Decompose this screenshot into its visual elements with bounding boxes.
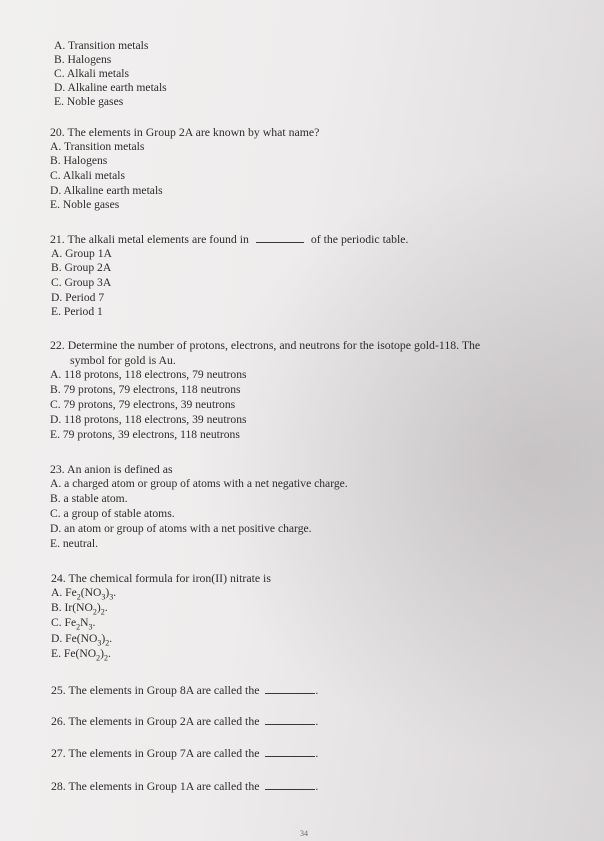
option-23e: E. neutral.	[50, 537, 98, 550]
answer-blank-26[interactable]	[265, 714, 315, 725]
question-23-text: 23. An anion is defined as	[50, 462, 173, 476]
formula-prefix: E. Fe(NO	[51, 647, 97, 660]
question-25	[51, 683, 318, 697]
formula-text: .	[107, 647, 111, 660]
formula-text: )	[105, 586, 110, 599]
option-24d	[51, 632, 112, 646]
question-25-text: 25. The elements in Group 8A are called the	[51, 683, 260, 697]
question-27-text: 27. The elements in Group 7A are called the	[51, 746, 260, 760]
option-19b: B. Halogens	[54, 53, 112, 66]
answer-blank-27[interactable]	[265, 746, 315, 757]
question-21-text-end: of the periodic table.	[310, 232, 409, 246]
option-21d: D. Period 7	[51, 291, 105, 304]
page-number: 34	[300, 829, 308, 838]
answer-blank-21[interactable]	[256, 232, 304, 243]
option-21b: B. Group 2A	[51, 261, 112, 274]
formula-text: )	[100, 647, 104, 660]
formula-text: )	[96, 601, 101, 614]
question-28	[51, 779, 318, 793]
option-20c: C. Alkali metals	[50, 169, 126, 182]
formula-subscript: 2	[103, 653, 108, 663]
question-21-text-start: 21. The alkali metal elements are found in	[50, 232, 249, 246]
formula-prefix: D. Fe(NO	[51, 632, 98, 645]
option-21c: C. Group 3A	[51, 276, 112, 289]
formula-subscript: 2	[76, 622, 81, 632]
formula-subscript: 2	[100, 607, 105, 617]
question-27-end: .	[315, 746, 319, 760]
formula-subscript: 3	[109, 592, 114, 602]
option-20a: A. Transition metals	[50, 140, 145, 153]
option-23b: B. a stable atom.	[50, 492, 128, 505]
formula-text: N	[80, 616, 89, 629]
formula-text: )	[101, 632, 106, 645]
formula-subscript: 3	[97, 638, 102, 648]
formula-prefix: C. Fe	[51, 616, 77, 629]
question-28-end: .	[315, 779, 319, 793]
formula-subscript: 2	[92, 607, 97, 617]
question-24-text: 24. The chemical formula for iron(II) nitrate is	[51, 571, 271, 585]
question-25-end: .	[315, 683, 319, 697]
option-20b: B. Halogens	[50, 154, 108, 167]
question-21-text	[50, 232, 408, 246]
option-22c: C. 79 protons, 79 electrons, 39 neutrons	[50, 398, 236, 411]
question-22-text-line2: symbol for gold is Au.	[70, 353, 176, 367]
formula-text: .	[92, 616, 96, 629]
question-22-text-line1: 22. Determine the number of protons, electrons, and neutrons for the isotope gold-118. The	[50, 338, 481, 352]
option-21e: E. Period 1	[51, 305, 103, 318]
option-19e: E. Noble gases	[54, 95, 124, 108]
question-20-text: 20. The elements in Group 2A are known by what name?	[50, 125, 320, 139]
option-22a: A. 118 protons, 118 electrons, 79 neutrons	[50, 368, 247, 381]
question-28-text: 28. The elements in Group 1A are called the	[51, 779, 260, 793]
answer-blank-25[interactable]	[265, 683, 315, 694]
formula-prefix: B. Ir(NO	[51, 601, 93, 614]
formula-subscript: 3	[101, 592, 106, 602]
option-24b	[51, 601, 108, 615]
answer-blank-28[interactable]	[265, 779, 315, 790]
option-19a: A. Transition metals	[54, 39, 149, 52]
question-26-end: .	[315, 714, 319, 728]
formula-subscript: 2	[105, 638, 110, 648]
formula-text: (NO	[80, 586, 102, 599]
formula-subscript: 2	[96, 653, 101, 663]
option-24e	[51, 647, 111, 661]
formula-prefix: A. Fe	[51, 586, 77, 599]
option-19c: C. Alkali metals	[54, 67, 130, 80]
option-23a: A. a charged atom or group of atoms with a net negative charge.	[50, 477, 348, 490]
option-22d: D. 118 protons, 118 electrons, 39 neutrons	[50, 413, 247, 426]
formula-text: .	[104, 601, 108, 614]
option-23c: C. a group of stable atoms.	[50, 507, 175, 520]
formula-text: .	[109, 632, 113, 645]
option-22e: E. 79 protons, 39 electrons, 118 neutrons	[50, 428, 240, 441]
option-19d: D. Alkaline earth metals	[54, 81, 167, 94]
formula-subscript: 3	[88, 622, 93, 632]
option-24c	[51, 616, 95, 630]
formula-text: .	[113, 586, 117, 599]
option-21a: A. Group 1A	[51, 247, 112, 260]
question-26-text: 26. The elements in Group 2A are called the	[51, 714, 260, 728]
option-22b: B. 79 protons, 79 electrons, 118 neutrons	[50, 383, 241, 396]
question-27	[51, 746, 318, 760]
option-20e: E. Noble gases	[50, 198, 120, 211]
option-20d: D. Alkaline earth metals	[50, 184, 163, 197]
formula-subscript: 2	[76, 592, 81, 602]
question-26	[51, 714, 318, 728]
option-23d: D. an atom or group of atoms with a net positive charge.	[50, 522, 312, 535]
option-24a	[51, 586, 116, 600]
